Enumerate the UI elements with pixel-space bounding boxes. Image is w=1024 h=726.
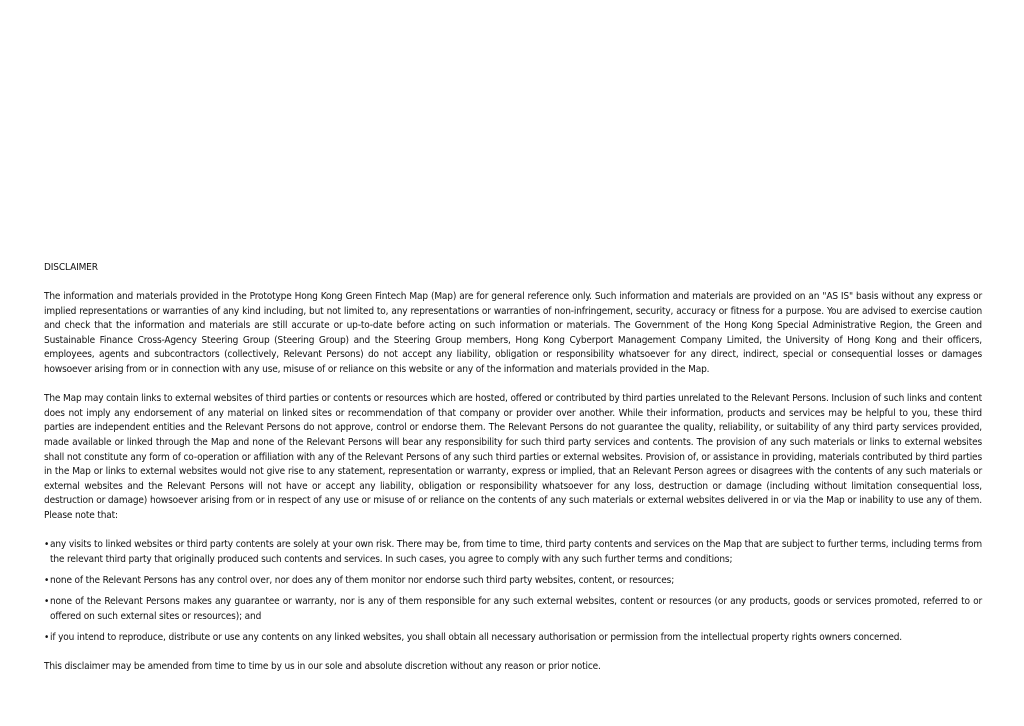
disclaimer-paragraph-general: The information and materials provided in the Prototype Hong Kong Green Fintech Map (Map) are for general reference only. Such information and materials are provided on an "AS IS" basis without any express or implied representations or warranties of any kind including, but not limited to, any representations or warranties of non-infringement, security, accuracy or fitness for a purpose. You are advised to exercise caution and check that the information and materials are still accurate or up-to-date before acting on such information or materials. The Government of the Hong Kong Special Administrative Region, the Green and Sustainable Finance Cross-Agency Steering Group (Steering Group) and the Steering Group members, Hong Kong Cyberport Management Company Limited, the University of Hong Kong and their officers, employees, agents and subcontractors (collectively, Relevant Persons) do not accept any liability, obligation or responsibility whatsoever for any direct, indirect, special or consequential losses or damages howsoever arising from or in connection with any use, misuse of or reliance on this website or any of the information and materials provided in the Map. [44,291,982,375]
disclaimer-title: DISCLAIMER [44,262,98,273]
bullet-item-ip-permission: • if you intend to reproduce, distribute or use any contents on any linked websites, you shall obtain all necessary authorisation or permission from the intellectual property rights owners concerned. [44,631,982,646]
bullet-item-no-control: • none of the Relevant Persons has any control over, nor does any of them monitor nor endorse such third party websites, content, or resources; [44,574,982,589]
bullet-item-no-guarantee: • none of the Relevant Persons makes any guarantee or warranty, nor is any of them responsible for any such external websites, content or resources (or any products, goods or services promoted, referred to or offered on such external sites or resources); and [44,595,982,624]
disclaimer-amendment-note: This disclaimer may be amended from time to time by us in our sole and absolute discretion without any reason or prior notice. [44,661,601,673]
bullet-item-own-risk: • any visits to linked websites or third party contents are solely at your own risk. There may be, from time to time, third party contents and services on the Map that are subject to further terms, including terms from the relevant third party that originally produced such contents and services. In such cases, you agree to comply with any such further terms and conditions; [44,538,982,567]
disclaimer-bullet-list [44,538,982,645]
disclaimer-paragraph-third-party: The Map may contain links to external websites of third parties or contents or resources which are hosted, offered or contributed by third parties unrelated to the Relevant Persons. Inclusion of such links and content does not imply any endorsement of any material on linked sites or recommendation of that company or provider over another. While their information, products and services may be helpful to you, these third parties are independent entities and the Relevant Persons do not approve, control or endorse them. The Relevant Persons do not guarantee the quality, reliability, or suitability of any third party services provided, made available or linked through the Map and none of the Relevant Persons will bear any responsibility for such third party services and contents. The provision of any such materials or links to external websites shall not constitute any form of co-operation or affiliation with any of the Relevant Persons of any such third parties or external websites. Provision of, or assistance in providing, materials contributed by third parties in the Map or links to external websites would not give rise to any statement, representation or warranty, express or implied, that an Relevant Person agrees or disagrees with the contents of any such materials or external websites and the Relevant Persons will not have or accept any liability, obligation or responsibility whatsoever for any loss, destruction or damage (including without limitation consequential loss, destruction or damage) howsoever arising from or in respect of any use or misuse of or reliance on the contents of any such materials or external websites delivered in or via the Map or inability to use any of them. Please note that: [44,393,982,521]
disclaimer-section [44,261,982,675]
